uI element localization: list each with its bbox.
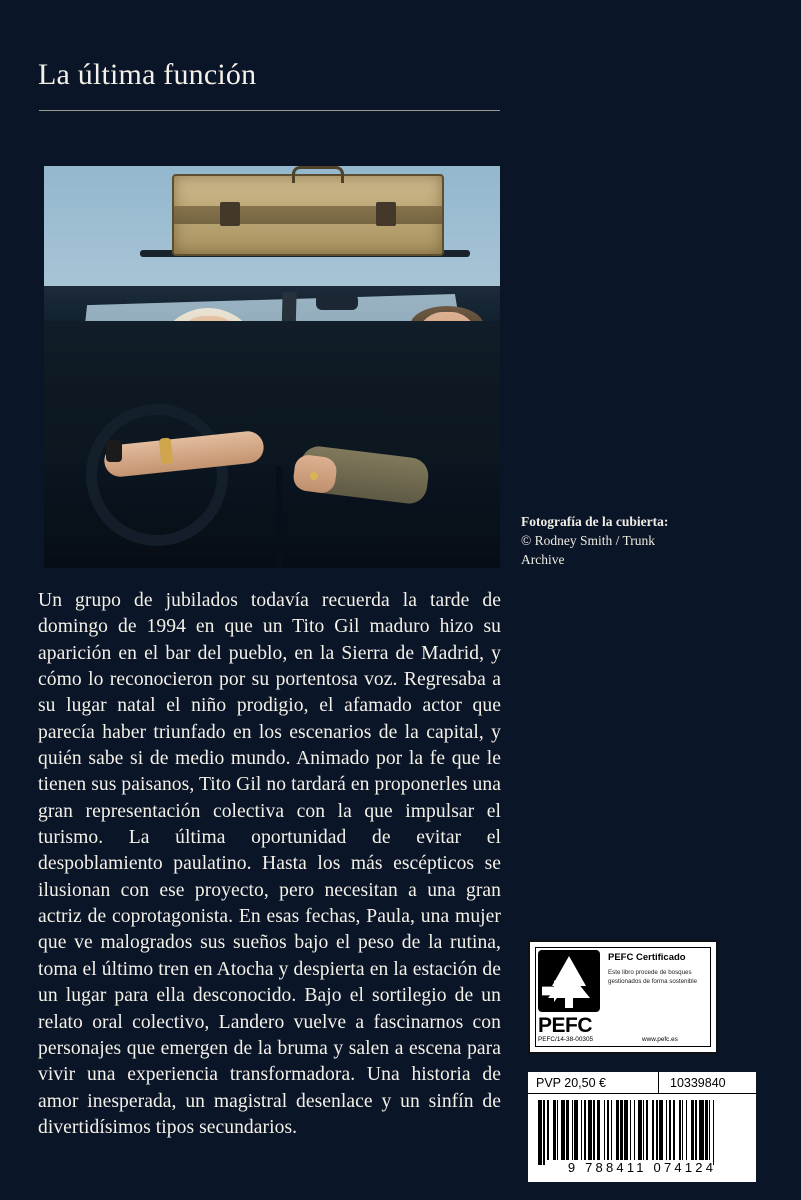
barcode-digits: 9 788411 074124: [567, 1160, 717, 1175]
photo-credit: [521, 512, 753, 569]
sku-label: 10339840: [670, 1076, 726, 1090]
suitcase: [172, 174, 444, 256]
pefc-tree-icon: [538, 950, 600, 1012]
ring: [310, 472, 318, 480]
barcode-header: [528, 1072, 756, 1094]
photo-credit-label: Fotografía de la cubierta:: [521, 514, 669, 529]
pefc-tree-trunk: [565, 994, 573, 1008]
wristwatch: [106, 440, 122, 462]
steering-wheel: [86, 404, 228, 546]
pefc-url[interactable]: www.pefc.es: [642, 1036, 678, 1043]
title-divider: [39, 110, 500, 111]
blurb-text: Un grupo de jubilados todavía recuerda la tarde de domingo de 1994 en que un Tito Gil maduro hizo su aparición en el bar del pueblo, en la Sierra de Madrid, y cómo lo reconocieron por su portentosa voz. Regresaba a su lugar natal el niño prodigio, el afamado actor que parecía haber triunfado en los escenarios de la capital, y quién sabe si de medio mundo. Animado por la fe que le tienen sus paisanos, Tito Gil no tardará en proponerles una gran representación colectiva con la que impulsar el turismo. La última oportunidad de evitar el despoblamiento paulatino. Hasta los más escépticos se ilusionan con ese proyecto, pero necesitan a una gran actriz de coprotagonista. En esas fechas, Paula, una mujer que ve malogrados sus sueños bajo el peso de la rutina, toma el último tren en Atocha y despierta en la estación de un lugar para ella desconocido. Bajo el sortilegio de un relato oral colectivo, Landero vuelve a fascinarnos con personajes que emergen de la bruma y salen a escena para vivir una experiencia transformadora. Una historia de amor inesperada, un magistral desenlace y un sinfín de divertidísimos tipos secundarios.: [38, 590, 501, 1138]
photo-credit-line-1: © Rodney Smith / Trunk: [521, 533, 656, 549]
pefc-logo: [528, 940, 718, 1054]
barcode-header-divider: [658, 1072, 659, 1094]
price-label: PVP 20,50 €: [536, 1076, 606, 1090]
pefc-code: PEFC/14-38-00305: [538, 1036, 594, 1043]
bracelet: [159, 437, 174, 464]
pefc-certified-label: PEFC Certificado: [608, 952, 686, 963]
cover-photograph: [44, 166, 500, 568]
back-cover-blurb: [38, 588, 501, 1141]
suitcase-latch-right: [376, 202, 396, 226]
car-door-seam: [276, 466, 282, 568]
barcode-bars: [538, 1100, 746, 1160]
rearview-mirror: [316, 294, 358, 310]
suitcase-latch-left: [220, 202, 240, 226]
barcode-block: [528, 1072, 756, 1182]
pefc-brand: PEFC: [538, 1014, 593, 1037]
photo-credit-line-2: Archive: [521, 552, 565, 568]
suitcase-handle: [292, 166, 344, 183]
suitcase-band: [174, 206, 442, 224]
pefc-description: Este libro procede de bosques gestionados de forma sostenible: [608, 969, 698, 986]
page-title: La última función: [38, 58, 257, 91]
